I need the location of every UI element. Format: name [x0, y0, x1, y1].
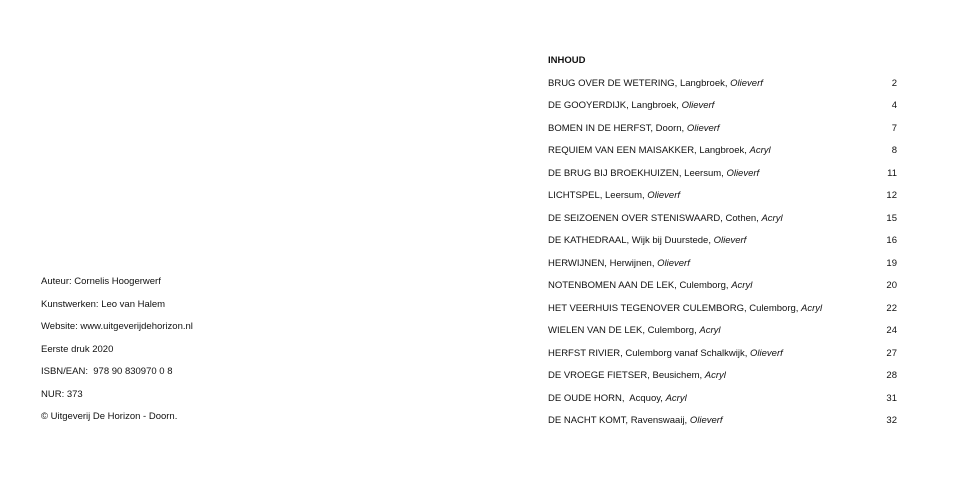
toc-entry-page: 7 — [891, 122, 897, 134]
toc-entry-label: HET VEERHUIS TEGENOVER CULEMBORG, Culemborg, Acryl — [548, 302, 823, 314]
toc-entry-medium: Olieverf — [730, 77, 763, 89]
toc-entry-page: 12 — [886, 190, 897, 201]
toc-entry-page: 32 — [886, 415, 897, 426]
colophon-isbn: ISBN/EAN: 978 90 830970 0 8 — [41, 366, 173, 377]
toc-entry-label: HERWIJNEN, Herwijnen, Olieverf — [548, 257, 690, 269]
toc-entry-medium: Olieverf — [689, 415, 723, 426]
toc-entry — [548, 324, 898, 347]
toc-entry-medium: Olieverf — [681, 100, 715, 111]
toc-entry-medium: Acryl — [699, 325, 721, 336]
toc-entry-label: DE VROEGE FIETSER, Beusichem, Acryl — [548, 370, 726, 381]
toc-entry — [548, 347, 898, 370]
toc-entry-page: 8 — [891, 145, 897, 156]
toc-entry-page: 22 — [886, 302, 897, 314]
toc-entry — [548, 167, 898, 190]
toc-entry-page: 24 — [886, 325, 897, 336]
toc-entry-label: DE KATHEDRAAL, Wijk bij Duurstede, Olieverf — [548, 235, 747, 246]
toc-entry-medium: Acryl — [665, 392, 687, 404]
colophon-website: Website: www.uitgeverijdehorizon.nl — [41, 321, 193, 332]
toc-entry-page: 20 — [886, 280, 897, 291]
toc-entry — [548, 392, 898, 415]
colophon-copyright: © Uitgeverij De Horizon - Doorn. — [41, 411, 178, 422]
toc-entry-page: 19 — [886, 257, 897, 269]
colophon — [41, 275, 341, 433]
colophon-nur: NUR: 373 — [41, 388, 83, 400]
toc-entry — [548, 234, 898, 257]
toc-entry-label: HERFST RIVIER, Culemborg vanaf Schalkwijk, Olieverf — [548, 347, 783, 359]
toc-entry — [548, 279, 898, 302]
toc-entry — [548, 122, 898, 145]
toc-entry-label: DE NACHT KOMT, Ravenswaaij, Olieverf — [548, 415, 723, 426]
toc-entry-medium: Acryl — [731, 280, 753, 291]
toc-entry-medium: Acryl — [704, 370, 726, 381]
toc-entry-label: DE SEIZOENEN OVER STENISWAARD, Cothen, Acryl — [548, 212, 783, 224]
toc-entry-label: LICHTSPEL, Leersum, Olieverf — [548, 190, 680, 201]
toc-entry-page: 28 — [886, 370, 897, 381]
toc-entry-medium: Acryl — [801, 302, 823, 314]
toc-entry — [548, 414, 898, 437]
toc-entry-medium: Olieverf — [750, 347, 783, 359]
toc-entry-page: 11 — [887, 167, 897, 179]
toc-title: INHOUD — [548, 55, 586, 66]
toc-entry-label: WIELEN VAN DE LEK, Culemborg, Acryl — [548, 325, 721, 336]
toc-entry — [548, 99, 898, 122]
toc-entry-page: 4 — [891, 100, 897, 111]
toc-entry-label: BOMEN IN DE HERFST, Doorn, Olieverf — [548, 122, 720, 134]
toc-entry-page: 16 — [886, 235, 897, 246]
toc-entry-page: 31 — [886, 392, 897, 404]
toc-entry-page: 2 — [891, 77, 897, 89]
toc-entry — [548, 369, 898, 392]
toc-entry-label: DE GOOYERDIJK, Langbroek, Olieverf — [548, 100, 715, 111]
colophon-edition: Eerste druk 2020 — [41, 343, 114, 355]
toc-entry — [548, 212, 898, 235]
toc-entry — [548, 302, 898, 325]
toc-entry-medium: Olieverf — [726, 167, 760, 179]
toc-entry-page: 15 — [886, 212, 897, 224]
toc-entry-label: DE OUDE HORN, Acquoy, Acryl — [548, 392, 687, 404]
toc-entry-medium: Olieverf — [713, 235, 747, 246]
toc-entry-label: DE BRUG BIJ BROEKHUIZEN, Leersum, Olieverf — [548, 167, 760, 179]
toc-entry — [548, 144, 898, 167]
colophon-artworks: Kunstwerken: Leo van Halem — [41, 298, 166, 310]
toc-entry-medium: Olieverf — [657, 257, 690, 269]
toc-entry-label: REQUIEM VAN EEN MAISAKKER, Langbroek, Acryl — [548, 145, 771, 156]
toc-entry-label: NOTENBOMEN AAN DE LEK, Culemborg, Acryl — [548, 280, 753, 291]
toc-entry — [548, 77, 898, 100]
toc-entry — [548, 189, 898, 212]
toc-entry-medium: Acryl — [761, 212, 783, 224]
toc-entry-medium: Olieverf — [686, 122, 720, 134]
toc-entry-page: 27 — [886, 347, 897, 359]
colophon-author: Auteur: Cornelis Hoogerwerf — [41, 276, 161, 287]
toc-entry-label: BRUG OVER DE WETERING, Langbroek, Olieverf — [548, 77, 763, 89]
table-of-contents — [548, 54, 898, 437]
toc-entry-medium: Olieverf — [647, 190, 680, 201]
toc-entry-medium: Acryl — [749, 145, 771, 156]
toc-entry — [548, 257, 898, 280]
